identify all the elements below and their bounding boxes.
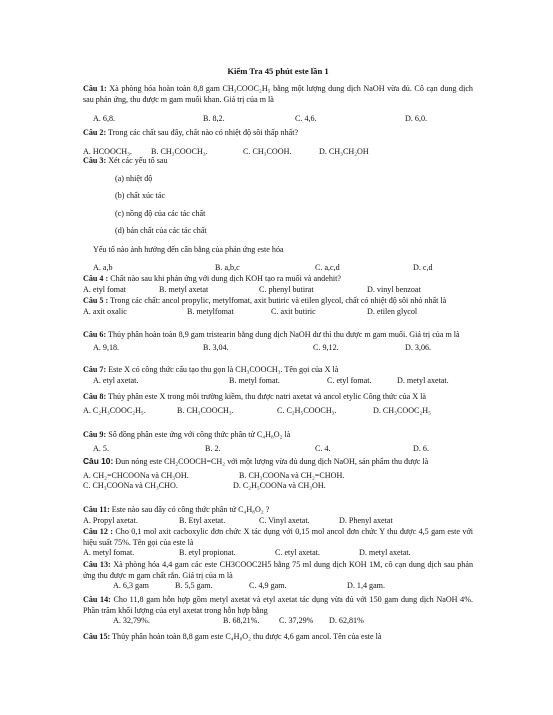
question-11 <box>83 505 473 526</box>
option-b: B. 68,21%. <box>223 616 260 626</box>
question-label: Câu 7: <box>83 365 107 374</box>
question-text <box>83 156 473 167</box>
answer-row <box>83 481 473 492</box>
answer-row <box>83 471 473 482</box>
question-text <box>83 392 473 403</box>
option-a: A. 32,79%. <box>113 616 150 626</box>
option-d: D. Phenyl axetat <box>339 515 393 525</box>
question-text <box>83 505 473 516</box>
option-c: C. phenyl butirat <box>259 284 314 294</box>
option-d: D. metyl axetat. <box>359 548 411 558</box>
factor-item: (b) chất xúc tác <box>115 191 166 201</box>
answer-row <box>83 307 473 318</box>
question-body: Thủy phân hoàn toàn 8,9 gam tristearin bằng dung dịch NaOH dư thì thu được m gam muối. Giá trị của m là <box>106 330 460 339</box>
question-body: Số đồng phân este ứng với công thức phân tử C₄H₈O₂ là <box>106 430 291 439</box>
option-c: C. 9,12. <box>313 342 339 352</box>
option-c: C. 4. <box>315 443 331 453</box>
option-c: C. a,c,d <box>315 262 340 272</box>
question-stem: Yếu tố nào ảnh hưởng đến cân bằng của phản ứng este hóa <box>93 244 284 254</box>
question-label: Câu 13: <box>83 560 111 569</box>
question-text <box>83 365 473 376</box>
factor-item: (d) bản chất của các tác chất <box>115 226 207 236</box>
option-d: D. vinyl benzoat <box>367 284 421 294</box>
option-a: A. 6,8. <box>93 114 116 124</box>
question-text <box>83 595 473 616</box>
option-d: D. CH₃CH₂OH <box>319 146 369 156</box>
option-d: D. 62,81% <box>329 616 364 626</box>
question-label: Câu 9: <box>83 430 107 439</box>
answer-row <box>83 581 473 592</box>
option-d: D. metyl axetat. <box>397 375 449 385</box>
question-text <box>83 430 473 441</box>
question-text <box>83 527 473 548</box>
option-b: B. metyl fomat. <box>229 375 280 385</box>
question-body: Thủy phân hoàn toàn 8,8 gam este C₄H₈O₂ thu được 4,6 gam ancol. Tên của este là <box>110 632 382 641</box>
option-b: B. CH₃COONa và CH₂=CHOH. <box>239 470 345 480</box>
question-text <box>83 560 473 581</box>
option-b: B. Etyl axetat. <box>179 515 226 525</box>
option-b: B. CH₃COOCH₃. <box>177 405 234 415</box>
question-9 <box>83 430 473 454</box>
question-body: Trong các chất sau đây, chất nào có nhiệt độ sôi thấp nhất? <box>106 128 299 137</box>
question-body: Xà phòng hóa hoàn toàn 8,8 gam CH₃COOC₂H₅ bằng một lượng dung dịch NaOH vừa đủ. Cô cạn dung dịch sau phản ứng, thu được m gam muối khan. Giá trị của m là <box>83 84 473 104</box>
option-b: B. 8,2. <box>203 114 225 124</box>
question-12 <box>83 527 473 559</box>
question-body: Thủy phân este X trong môi trường kiềm, thu được natri axetat và ancol etylic Công thức của X là <box>106 392 427 401</box>
option-a: A. etyl axetat. <box>93 375 139 385</box>
question-text <box>83 296 473 307</box>
option-c: C. Vinyl axetat. <box>259 515 310 525</box>
answer-row <box>83 114 473 125</box>
question-label: Câu 15: <box>83 632 111 641</box>
factor-item: (a) nhiệt độ <box>115 173 153 183</box>
option-a: A. 6,3 gam <box>113 581 149 591</box>
question-label: Câu 8: <box>83 392 107 401</box>
option-d: D. 6. <box>413 443 429 453</box>
page-title: Kiểm Tra 45 phút este lần 1 <box>227 66 329 76</box>
option-c: C. CH₃COONa và CH₃CHO. <box>83 481 178 491</box>
option-c: C. CH₃COOH. <box>243 146 292 156</box>
option-b: B. 2. <box>205 443 221 453</box>
factor-item: (c) nồng độ của các tác chất <box>115 208 206 218</box>
question-label: Câu 1: <box>83 84 107 93</box>
answer-row <box>83 343 473 354</box>
option-b: B. etyl propionat. <box>179 548 236 558</box>
option-a: A. CH₂=CHCOONa và CH₃OH. <box>83 470 189 480</box>
option-a: A. axit oxalic <box>83 306 127 316</box>
question-3 <box>83 156 473 273</box>
answer-row <box>83 285 473 296</box>
option-c: C. C₂H₅COOCH₃. <box>277 405 337 415</box>
option-d: D. etilen glycol <box>367 306 418 316</box>
option-a: A. 9,18. <box>93 342 120 352</box>
answer-row <box>83 616 473 627</box>
question-label: Câu 4 : <box>83 274 109 283</box>
question-1 <box>83 84 473 125</box>
answer-row <box>83 516 473 527</box>
option-d: D. 6,0. <box>405 114 428 124</box>
option-b: B. metyl axetat <box>159 284 209 294</box>
question-6 <box>83 330 473 353</box>
question-label: Câu 5 : <box>83 296 109 305</box>
option-d: D. 1,4 gam. <box>347 581 385 591</box>
question-text <box>83 128 473 139</box>
question-body: Cho 11,8 gam hỗn hợp gồm metyl axetat và etyl axetat tác dụng vừa đủ với 150 gam dung dịch NaOH 4%. Phần trăm khối lượng của etyl axetat trong hỗn hợp bằng <box>83 595 473 615</box>
option-c: C. 4,9 gam. <box>249 581 287 591</box>
question-body: Cho 0,1 mol axit cacboxylic đơn chức X tác dụng với 0,15 mol ancol đơn chức Y thu được 4,5 gam este với hiệu suất 75%. Tên gọi của este là <box>83 527 473 547</box>
option-b: B. metylfomat <box>187 306 234 316</box>
answer-row <box>83 263 473 274</box>
question-13 <box>83 560 473 592</box>
question-2 <box>83 128 473 157</box>
question-body: Trong các chất: ancol propylic, metylfomat, axit butiric và etilen glycol, chất có nhiệt độ sôi nhỏ nhất là <box>108 296 447 305</box>
option-d: D. c,d <box>413 262 433 272</box>
option-c: C. axit butiric <box>271 306 316 316</box>
question-body: Xét các yếu tố sau <box>106 156 168 165</box>
option-a: A. etyl fomat <box>83 284 126 294</box>
answer-row <box>83 548 473 559</box>
question-text <box>83 274 473 285</box>
question-label: Câu 3: <box>83 156 107 165</box>
question-15 <box>83 632 473 643</box>
option-a: A. metyl fomat. <box>83 548 135 558</box>
answer-row <box>83 406 473 417</box>
option-a: A. Propyl axetat. <box>83 515 138 525</box>
question-7 <box>83 365 473 386</box>
question-body: Đun nóng este CH₂COOCH=CH₂ với một lượng vừa đủ dung dịch NaOH, sản phẩm thu được là <box>113 457 429 466</box>
option-a: A. 5. <box>93 443 109 453</box>
question-label: Câu 11: <box>83 505 110 514</box>
option-c: C. etyl fomat. <box>327 375 372 385</box>
option-d: D. C₂H₅COONa và CH₃OH. <box>233 481 326 491</box>
question-text <box>83 330 473 341</box>
question-5 <box>83 296 473 317</box>
question-label: Câu 14: <box>83 595 111 604</box>
question-14 <box>83 595 473 627</box>
option-a: A. HCOOCH₃. <box>83 146 132 156</box>
question-body: Chất nào sau khi phản ứng với dung dịch KOH tạo ra muối và andehit? <box>108 274 341 283</box>
question-text <box>83 84 473 105</box>
option-b: B. 3,04. <box>203 342 229 352</box>
question-label: Câu 10: <box>83 456 114 466</box>
answer-row <box>83 444 473 455</box>
option-a: A. a,b <box>93 262 113 272</box>
option-a: A. C₂H₃COOC₂H₅. <box>83 405 146 415</box>
question-body: Este nào sau đây có công thức phân tử C₄H₈O₂ ? <box>109 505 270 514</box>
option-b: B. a,b,c <box>215 262 240 272</box>
question-10 <box>83 456 473 492</box>
option-d: D. 3,06. <box>405 342 432 352</box>
question-label: Câu 12 : <box>83 527 113 536</box>
option-b: B. CH₃COOCH₃. <box>151 146 208 156</box>
question-label: Câu 2: <box>83 128 107 137</box>
answer-row <box>83 376 473 387</box>
question-body: Este X có công thức cấu tạo thu gọn là CH₃COOCH₃. Tên gọi của X là <box>106 365 339 374</box>
question-4 <box>83 274 473 295</box>
question-8 <box>83 392 473 416</box>
question-label: Câu 6: <box>83 330 107 339</box>
option-b: B. 5,5 gam. <box>175 581 213 591</box>
option-c: C. 37,29% <box>279 616 314 626</box>
question-text <box>83 632 473 643</box>
option-d: D. CH₃COOC₂H₅ <box>373 405 431 415</box>
question-body: Xà phòng hóa 4,4 gam các este CH3COOC2H5 bằng 75 ml dung dịch KOH 1M, cô cạn dung dịch sau phản ứng thu được m gam chất rắn. Giá trị của m là <box>83 560 473 580</box>
option-c: C. 4,6. <box>295 114 317 124</box>
question-text <box>83 456 473 468</box>
option-c: C. etyl axetat. <box>275 548 320 558</box>
